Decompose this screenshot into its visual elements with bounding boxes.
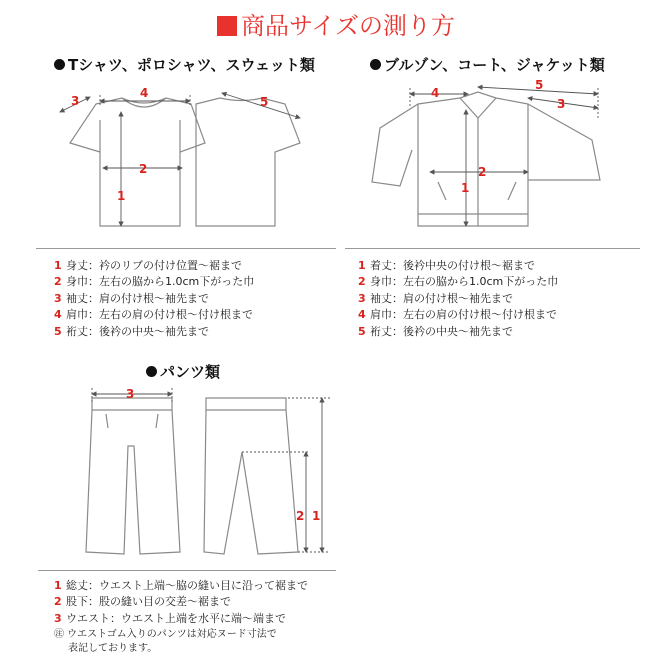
divider	[345, 248, 640, 249]
jacket-label-width: 2	[478, 165, 487, 179]
legend-item: 5 裄丈：後衿の中央～袖先まで	[54, 324, 209, 338]
legend-item: 4 肩巾：左右の肩の付け根～付け根まで	[54, 308, 253, 322]
pants-legend	[54, 578, 308, 627]
legend-item: 3 ウエスト：ウエスト上端を水平に端～端まで	[54, 611, 286, 625]
jacket-label-length: 1	[461, 181, 470, 195]
divider	[38, 570, 336, 571]
page-title-text: 商品サイズの測り方	[240, 12, 456, 40]
tshirt-legend	[54, 258, 254, 340]
legend-item: 1 身丈：衿のリブの付け位置～裾まで	[54, 259, 242, 272]
jacket-guides	[410, 87, 598, 226]
pants-note: ㊟ ウエストゴム入りのパンツは対応ヌード寸法で 表記しております。	[54, 629, 277, 654]
tshirt-label-shoulder: 4	[140, 86, 149, 100]
tshirt-label-width: 2	[139, 162, 148, 176]
jacket-label-sleeve: 3	[557, 97, 566, 111]
legend-item: 2 股下：股の縫い目の交差～裾まで	[54, 595, 231, 609]
section-title-jacket: ブルゾン、コート、ジャケット類	[370, 54, 605, 75]
tshirt-label-length: 1	[117, 189, 126, 203]
tshirt-label-yuki: 5	[260, 95, 269, 109]
pants-label-waist: 3	[126, 387, 135, 401]
tshirt-back-illustration	[196, 98, 300, 226]
pants-front-illustration	[86, 398, 180, 554]
legend-item: 5 裄丈：後衿の中央～袖先まで	[358, 324, 513, 338]
legend-item: 1 総丈：ウエスト上端～脇の縫い目に沿って裾まで	[54, 579, 308, 592]
tshirt-front-illustration	[70, 98, 205, 226]
legend-item: 1 着丈：後衿中央の付け根～裾まで	[358, 259, 535, 272]
legend-item: 4 肩巾：左右の肩の付け根～付け根まで	[358, 308, 557, 322]
pants-side-illustration	[204, 398, 298, 554]
pants-label-total: 1	[312, 509, 321, 523]
pants-label-inseam: 2	[296, 509, 305, 523]
section-title-pants: パンツ類	[146, 361, 220, 382]
divider	[36, 248, 336, 249]
tshirt-label-sleeve: 3	[71, 94, 80, 108]
legend-item: 3 袖丈：肩の付け根～袖先まで	[54, 291, 209, 305]
legend-item: 2 身巾：左右の脇から1.0cm下がった巾	[54, 275, 255, 289]
legend-item: 2 身巾：左右の脇から1.0cm下がった巾	[358, 275, 559, 289]
section-title-tshirt: Tシャツ、ポロシャツ、スウェット類	[54, 54, 315, 75]
jacket-label-yuki: 5	[535, 78, 544, 92]
jacket-illustration	[372, 92, 600, 226]
legend-item: 3 袖丈：肩の付け根～袖先まで	[358, 291, 513, 305]
jacket-label-shoulder: 4	[431, 86, 440, 100]
jacket-legend	[358, 258, 558, 340]
